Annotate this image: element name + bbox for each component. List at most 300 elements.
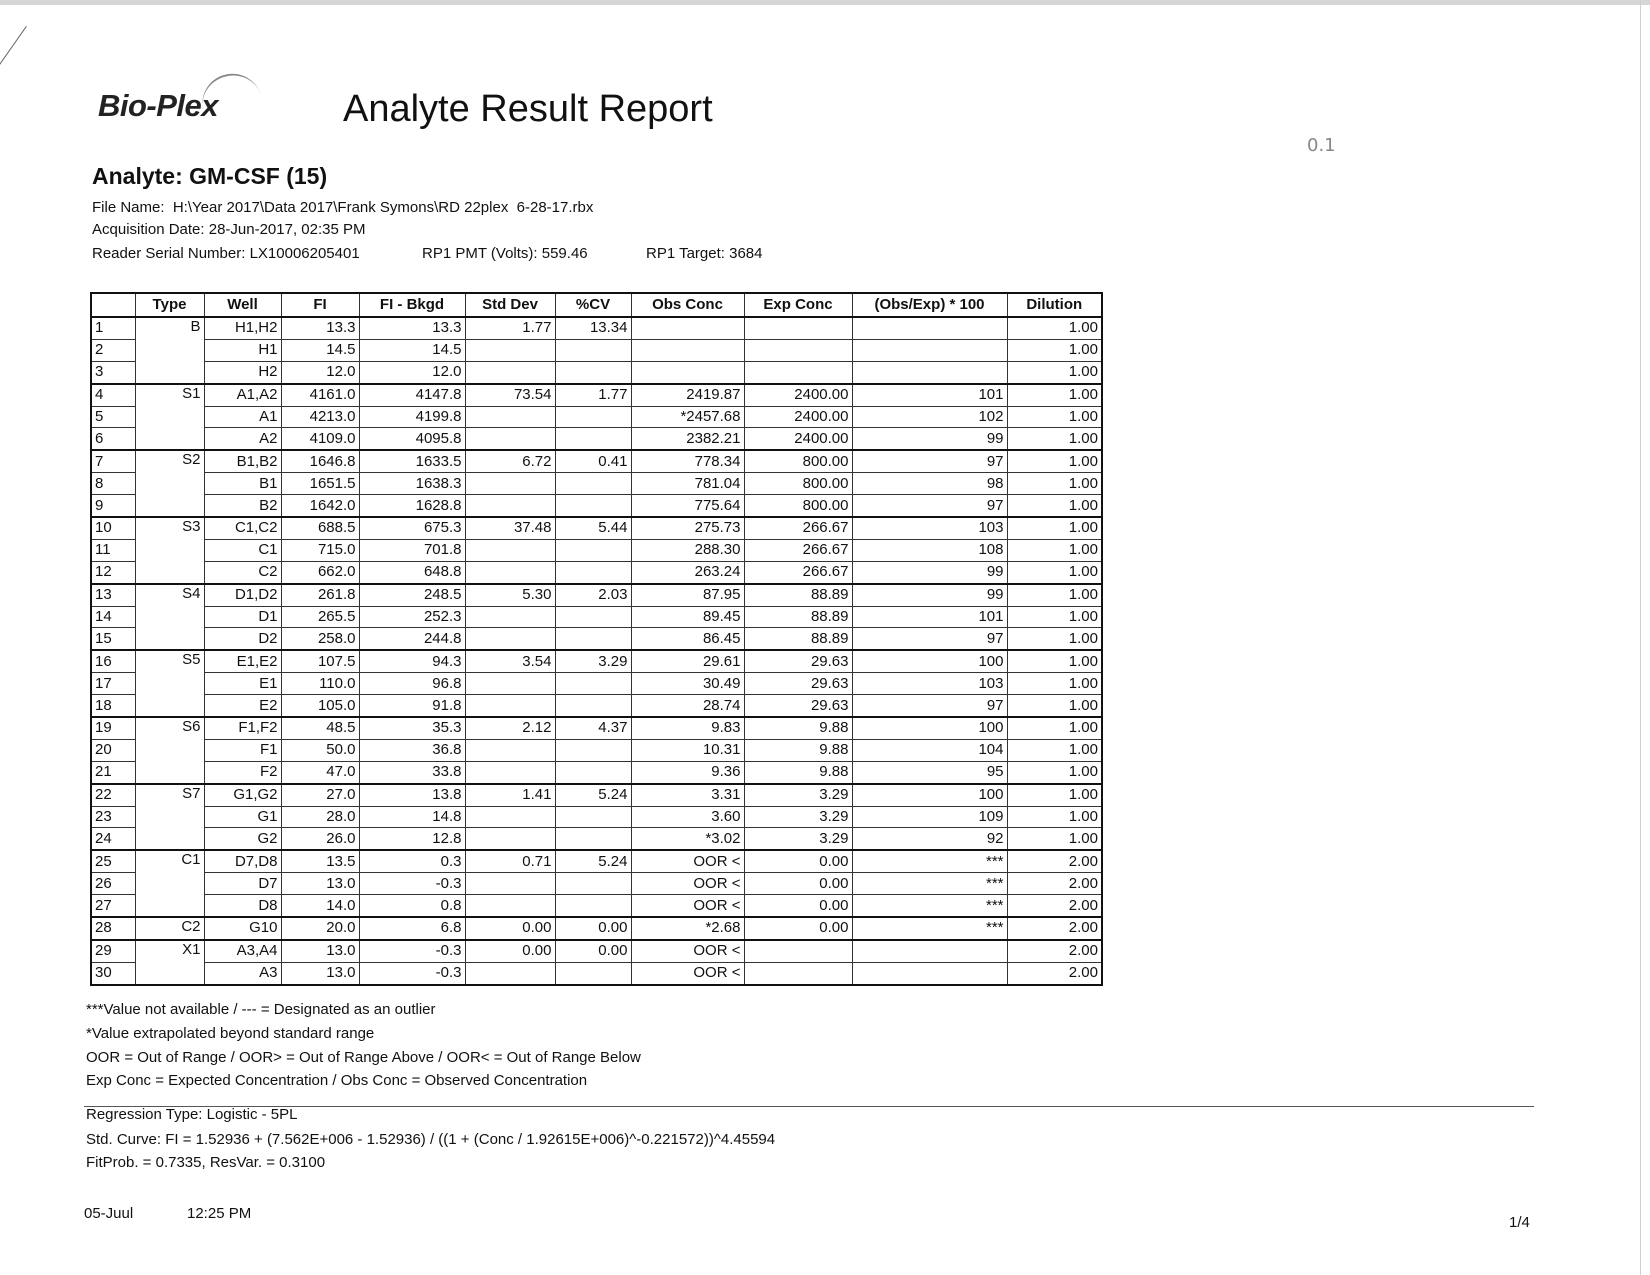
exp-conc-cell: 88.89 — [744, 584, 852, 606]
obs-conc-cell: 87.95 — [631, 584, 744, 606]
well-cell: F2 — [204, 761, 281, 783]
fi-cell: 26.0 — [281, 828, 359, 850]
obs-exp-ratio-cell: 104 — [852, 739, 1007, 761]
table-row — [91, 828, 1102, 850]
well-cell: E2 — [204, 695, 281, 717]
obs-conc-cell: OOR < — [631, 895, 744, 917]
fi-cell: 662.0 — [281, 561, 359, 583]
fi-bkgd-cell: 12.8 — [359, 828, 465, 850]
exp-conc-cell: 2400.00 — [744, 384, 852, 406]
exp-conc-cell — [744, 940, 852, 962]
dilution-cell: 1.00 — [1007, 450, 1102, 472]
dilution-cell: 1.00 — [1007, 717, 1102, 739]
table-row — [91, 673, 1102, 695]
sample-type: B — [135, 317, 204, 384]
table-row — [91, 717, 1102, 739]
obs-exp-ratio-cell: 103 — [852, 517, 1007, 539]
col-header: %CV — [555, 293, 631, 317]
obs-conc-cell: 288.30 — [631, 539, 744, 561]
row-index: 5 — [91, 406, 135, 428]
obs-exp-ratio-cell — [852, 361, 1007, 383]
obs-conc-cell: OOR < — [631, 850, 744, 872]
table-row — [91, 650, 1102, 672]
table-row — [91, 406, 1102, 428]
cv-cell — [555, 361, 631, 383]
cv-cell — [555, 561, 631, 583]
obs-exp-ratio-cell: 99 — [852, 584, 1007, 606]
report-title: Analyte Result Report — [343, 88, 713, 130]
well-cell: H1 — [204, 339, 281, 361]
table-row — [91, 806, 1102, 828]
exp-conc-cell: 0.00 — [744, 917, 852, 940]
well-cell: G10 — [204, 917, 281, 940]
well-cell: B1,B2 — [204, 450, 281, 472]
exp-conc-cell — [744, 317, 852, 339]
row-index: 25 — [91, 850, 135, 872]
fi-cell: 14.0 — [281, 895, 359, 917]
fi-bkgd-cell: 0.3 — [359, 850, 465, 872]
obs-exp-ratio-cell: *** — [852, 873, 1007, 895]
std-dev-cell: 73.54 — [465, 384, 555, 406]
fi-bkgd-cell: 4199.8 — [359, 406, 465, 428]
fi-cell: 13.0 — [281, 962, 359, 984]
obs-conc-cell: 2419.87 — [631, 384, 744, 406]
divider — [84, 1106, 1534, 1107]
std-dev-cell — [465, 628, 555, 650]
sample-type: S4 — [135, 584, 204, 651]
table-row — [91, 962, 1102, 984]
obs-exp-ratio-cell: 97 — [852, 695, 1007, 717]
std-dev-cell — [465, 806, 555, 828]
obs-exp-ratio-cell: 101 — [852, 606, 1007, 628]
well-cell: A3 — [204, 962, 281, 984]
exp-conc-cell: 800.00 — [744, 450, 852, 472]
well-cell: E1 — [204, 673, 281, 695]
table-row — [91, 628, 1102, 650]
fi-cell: 258.0 — [281, 628, 359, 650]
col-header: Type — [135, 293, 204, 317]
dilution-cell: 1.00 — [1007, 828, 1102, 850]
well-cell: G1 — [204, 806, 281, 828]
well-cell: D1,D2 — [204, 584, 281, 606]
cv-cell: 1.77 — [555, 384, 631, 406]
obs-conc-cell: 89.45 — [631, 606, 744, 628]
table-header-row — [91, 293, 1102, 317]
row-index: 7 — [91, 450, 135, 472]
table-row — [91, 361, 1102, 383]
exp-conc-cell: 29.63 — [744, 673, 852, 695]
row-index: 17 — [91, 673, 135, 695]
obs-conc-cell: 29.61 — [631, 650, 744, 672]
table-row — [91, 517, 1102, 539]
obs-exp-ratio-cell: 99 — [852, 428, 1007, 450]
fit-stats: FitProb. = 0.7335, ResVar. = 0.3100 — [86, 1154, 326, 1171]
well-cell: E1,E2 — [204, 650, 281, 672]
fi-cell: 50.0 — [281, 739, 359, 761]
fi-bkgd-cell: 0.8 — [359, 895, 465, 917]
fi-bkgd-cell: 252.3 — [359, 606, 465, 628]
cv-cell — [555, 873, 631, 895]
table-row — [91, 339, 1102, 361]
fi-cell: 28.0 — [281, 806, 359, 828]
cv-cell — [555, 428, 631, 450]
dilution-cell: 1.00 — [1007, 761, 1102, 783]
obs-exp-ratio-cell: 97 — [852, 495, 1007, 517]
row-index: 21 — [91, 761, 135, 783]
obs-exp-ratio-cell: 95 — [852, 761, 1007, 783]
analyte-heading: Analyte: GM-CSF (15) — [92, 163, 328, 189]
well-cell: H2 — [204, 361, 281, 383]
acquisition-date: Acquisition Date: 28-Jun-2017, 02:35 PM — [92, 221, 366, 238]
obs-conc-cell: 30.49 — [631, 673, 744, 695]
dilution-cell: 1.00 — [1007, 517, 1102, 539]
fi-cell: 105.0 — [281, 695, 359, 717]
row-index: 20 — [91, 739, 135, 761]
sample-type: S2 — [135, 450, 204, 517]
sample-type: S5 — [135, 650, 204, 717]
fi-bkgd-cell: 94.3 — [359, 650, 465, 672]
well-cell: C1,C2 — [204, 517, 281, 539]
exp-conc-cell: 88.89 — [744, 606, 852, 628]
obs-conc-cell: 775.64 — [631, 495, 744, 517]
fi-bkgd-cell: 4095.8 — [359, 428, 465, 450]
regression-type: Regression Type: Logistic - 5PL — [86, 1106, 298, 1123]
cv-cell: 5.24 — [555, 850, 631, 872]
table-row — [91, 495, 1102, 517]
row-index: 4 — [91, 384, 135, 406]
obs-conc-cell — [631, 339, 744, 361]
std-dev-cell — [465, 406, 555, 428]
std-dev-cell — [465, 561, 555, 583]
row-index: 27 — [91, 895, 135, 917]
dilution-cell: 1.00 — [1007, 784, 1102, 806]
row-index: 8 — [91, 473, 135, 495]
row-index: 30 — [91, 962, 135, 984]
obs-exp-ratio-cell — [852, 317, 1007, 339]
fi-bkgd-cell: 96.8 — [359, 673, 465, 695]
obs-conc-cell: 778.34 — [631, 450, 744, 472]
legend-line: Exp Conc = Expected Concentration / Obs Conc = Observed Concentration — [86, 1072, 588, 1089]
row-index: 16 — [91, 650, 135, 672]
row-index: 10 — [91, 517, 135, 539]
dilution-cell: 1.00 — [1007, 673, 1102, 695]
fi-bkgd-cell: 4147.8 — [359, 384, 465, 406]
exp-conc-cell: 0.00 — [744, 895, 852, 917]
cv-cell: 5.44 — [555, 517, 631, 539]
obs-conc-cell: OOR < — [631, 940, 744, 962]
exp-conc-cell: 3.29 — [744, 806, 852, 828]
fi-cell: 688.5 — [281, 517, 359, 539]
fi-cell: 4109.0 — [281, 428, 359, 450]
sample-type: S7 — [135, 784, 204, 851]
legend-line: ***Value not available / --- = Designated as an outlier — [86, 1001, 436, 1018]
dilution-cell: 1.00 — [1007, 428, 1102, 450]
obs-exp-ratio-cell: 100 — [852, 650, 1007, 672]
obs-exp-ratio-cell: 100 — [852, 717, 1007, 739]
fi-bkgd-cell: 1638.3 — [359, 473, 465, 495]
dilution-cell: 2.00 — [1007, 850, 1102, 872]
exp-conc-cell: 266.67 — [744, 561, 852, 583]
obs-conc-cell: 275.73 — [631, 517, 744, 539]
obs-conc-cell: 3.31 — [631, 784, 744, 806]
col-header: Exp Conc — [744, 293, 852, 317]
exp-conc-cell: 0.00 — [744, 873, 852, 895]
row-index: 1 — [91, 317, 135, 339]
row-index: 28 — [91, 917, 135, 940]
exp-conc-cell: 0.00 — [744, 850, 852, 872]
cv-cell — [555, 606, 631, 628]
results-table — [90, 292, 1103, 986]
cv-cell — [555, 761, 631, 783]
col-header: Std Dev — [465, 293, 555, 317]
exp-conc-cell: 3.29 — [744, 784, 852, 806]
cv-cell — [555, 495, 631, 517]
cv-cell — [555, 695, 631, 717]
fi-cell: 1651.5 — [281, 473, 359, 495]
std-dev-cell — [465, 606, 555, 628]
fi-cell: 27.0 — [281, 784, 359, 806]
exp-conc-cell: 2400.00 — [744, 406, 852, 428]
std-curve: Std. Curve: FI = 1.52936 + (7.562E+006 - 1.52936) / ((1 + (Conc / 1.92615E+006)^-0.221572))^4.45594 — [86, 1131, 776, 1148]
logo-swoosh-icon — [196, 67, 265, 123]
obs-conc-cell — [631, 317, 744, 339]
dilution-cell: 1.00 — [1007, 384, 1102, 406]
col-header: Obs Conc — [631, 293, 744, 317]
exp-conc-cell: 9.88 — [744, 739, 852, 761]
std-dev-cell: 3.54 — [465, 650, 555, 672]
dilution-cell: 1.00 — [1007, 406, 1102, 428]
fi-bkgd-cell: 14.8 — [359, 806, 465, 828]
obs-exp-ratio-cell: 100 — [852, 784, 1007, 806]
std-dev-cell — [465, 761, 555, 783]
rp1-pmt: RP1 PMT (Volts): 559.46 — [422, 245, 588, 262]
table-row — [91, 606, 1102, 628]
well-cell: G2 — [204, 828, 281, 850]
obs-conc-cell: 3.60 — [631, 806, 744, 828]
obs-exp-ratio-cell: 108 — [852, 539, 1007, 561]
reader-serial: Reader Serial Number: LX10006205401 — [92, 245, 360, 262]
std-dev-cell — [465, 473, 555, 495]
obs-exp-ratio-cell: *** — [852, 895, 1007, 917]
table-row — [91, 584, 1102, 606]
exp-conc-cell: 9.88 — [744, 717, 852, 739]
obs-exp-ratio-cell: 102 — [852, 406, 1007, 428]
fi-bkgd-cell: -0.3 — [359, 940, 465, 962]
dilution-cell: 1.00 — [1007, 606, 1102, 628]
bio-plex-logo: Bio-Plex — [98, 88, 219, 123]
obs-conc-cell: OOR < — [631, 962, 744, 984]
std-dev-cell: 0.00 — [465, 917, 555, 940]
std-dev-cell — [465, 361, 555, 383]
reader-info — [92, 245, 762, 262]
cv-cell — [555, 895, 631, 917]
fi-cell: 265.5 — [281, 606, 359, 628]
cv-cell: 4.37 — [555, 717, 631, 739]
fi-bkgd-cell: 1628.8 — [359, 495, 465, 517]
obs-conc-cell: *2.68 — [631, 917, 744, 940]
dilution-cell: 1.00 — [1007, 628, 1102, 650]
exp-conc-cell: 29.63 — [744, 650, 852, 672]
obs-conc-cell: 263.24 — [631, 561, 744, 583]
obs-exp-ratio-cell — [852, 940, 1007, 962]
dilution-cell: 1.00 — [1007, 473, 1102, 495]
dilution-cell: 1.00 — [1007, 650, 1102, 672]
exp-conc-cell: 88.89 — [744, 628, 852, 650]
obs-conc-cell: *3.02 — [631, 828, 744, 850]
cv-cell — [555, 739, 631, 761]
std-dev-cell — [465, 828, 555, 850]
well-cell: C2 — [204, 561, 281, 583]
obs-conc-cell: 86.45 — [631, 628, 744, 650]
fi-bkgd-cell: 91.8 — [359, 695, 465, 717]
dilution-cell: 1.00 — [1007, 739, 1102, 761]
fi-cell: 715.0 — [281, 539, 359, 561]
dilution-cell: 2.00 — [1007, 895, 1102, 917]
std-dev-cell: 2.12 — [465, 717, 555, 739]
row-index: 29 — [91, 940, 135, 962]
dilution-cell: 1.00 — [1007, 361, 1102, 383]
well-cell: B2 — [204, 495, 281, 517]
fi-cell: 14.5 — [281, 339, 359, 361]
std-dev-cell — [465, 695, 555, 717]
cv-cell: 2.03 — [555, 584, 631, 606]
std-dev-cell — [465, 673, 555, 695]
fi-bkgd-cell: 1633.5 — [359, 450, 465, 472]
dilution-cell: 1.00 — [1007, 539, 1102, 561]
exp-conc-cell: 29.63 — [744, 695, 852, 717]
row-index: 14 — [91, 606, 135, 628]
exp-conc-cell — [744, 339, 852, 361]
obs-exp-ratio-cell: 109 — [852, 806, 1007, 828]
exp-conc-cell — [744, 962, 852, 984]
well-cell: D7,D8 — [204, 850, 281, 872]
row-index: 9 — [91, 495, 135, 517]
row-index: 19 — [91, 717, 135, 739]
dilution-cell: 1.00 — [1007, 584, 1102, 606]
col-header: Dilution — [1007, 293, 1102, 317]
well-cell: G1,G2 — [204, 784, 281, 806]
table-row — [91, 317, 1102, 339]
obs-exp-ratio-cell: 101 — [852, 384, 1007, 406]
table-row — [91, 940, 1102, 962]
well-cell: F1 — [204, 739, 281, 761]
fi-bkgd-cell: 244.8 — [359, 628, 465, 650]
well-cell: D8 — [204, 895, 281, 917]
exp-conc-cell: 9.88 — [744, 761, 852, 783]
row-index: 26 — [91, 873, 135, 895]
std-dev-cell — [465, 739, 555, 761]
exp-conc-cell: 3.29 — [744, 828, 852, 850]
fi-cell: 20.0 — [281, 917, 359, 940]
sample-type: S3 — [135, 517, 204, 584]
fi-cell: 110.0 — [281, 673, 359, 695]
pen-mark — [0, 26, 27, 77]
cv-cell: 5.24 — [555, 784, 631, 806]
col-header: (Obs/Exp) * 100 — [852, 293, 1007, 317]
cv-cell — [555, 828, 631, 850]
fi-cell: 13.5 — [281, 850, 359, 872]
fi-bkgd-cell: 35.3 — [359, 717, 465, 739]
fi-cell: 13.0 — [281, 873, 359, 895]
dilution-cell: 2.00 — [1007, 940, 1102, 962]
rp1-target: RP1 Target: 3684 — [646, 245, 763, 262]
dilution-cell: 1.00 — [1007, 806, 1102, 828]
well-cell: D2 — [204, 628, 281, 650]
fi-bkgd-cell: 6.8 — [359, 917, 465, 940]
col-header — [91, 293, 135, 317]
fi-bkgd-cell: 675.3 — [359, 517, 465, 539]
table-row — [91, 384, 1102, 406]
fi-cell: 13.0 — [281, 940, 359, 962]
scan-edge-right — [1640, 0, 1641, 1275]
cv-cell — [555, 406, 631, 428]
well-cell: A1,A2 — [204, 384, 281, 406]
cv-cell — [555, 539, 631, 561]
obs-exp-ratio-cell: *** — [852, 917, 1007, 940]
exp-conc-cell: 266.67 — [744, 517, 852, 539]
fi-bkgd-cell: 14.5 — [359, 339, 465, 361]
fi-bkgd-cell: 33.8 — [359, 761, 465, 783]
handwritten-note: 0.1 — [1307, 135, 1336, 156]
obs-conc-cell: OOR < — [631, 873, 744, 895]
row-index: 2 — [91, 339, 135, 361]
cv-cell — [555, 473, 631, 495]
std-dev-cell — [465, 339, 555, 361]
fi-cell: 48.5 — [281, 717, 359, 739]
obs-exp-ratio-cell — [852, 339, 1007, 361]
std-dev-cell — [465, 495, 555, 517]
obs-exp-ratio-cell: 97 — [852, 628, 1007, 650]
table-row — [91, 784, 1102, 806]
dilution-cell: 1.00 — [1007, 495, 1102, 517]
table-row — [91, 695, 1102, 717]
page-number: 1/4 — [1509, 1214, 1530, 1231]
dilution-cell: 2.00 — [1007, 873, 1102, 895]
table-row — [91, 895, 1102, 917]
obs-exp-ratio-cell: 103 — [852, 673, 1007, 695]
std-dev-cell — [465, 539, 555, 561]
fi-bkgd-cell: -0.3 — [359, 962, 465, 984]
obs-exp-ratio-cell: 98 — [852, 473, 1007, 495]
obs-exp-ratio-cell: 92 — [852, 828, 1007, 850]
cv-cell — [555, 962, 631, 984]
well-cell: D7 — [204, 873, 281, 895]
table-row — [91, 873, 1102, 895]
cv-cell: 13.34 — [555, 317, 631, 339]
table-row — [91, 473, 1102, 495]
row-index: 18 — [91, 695, 135, 717]
sample-type: X1 — [135, 940, 204, 985]
row-index: 15 — [91, 628, 135, 650]
row-index: 3 — [91, 361, 135, 383]
fi-bkgd-cell: 248.5 — [359, 584, 465, 606]
row-index: 6 — [91, 428, 135, 450]
fi-bkgd-cell: 36.8 — [359, 739, 465, 761]
dilution-cell: 1.00 — [1007, 339, 1102, 361]
sample-type: C1 — [135, 850, 204, 917]
row-index: 12 — [91, 561, 135, 583]
std-dev-cell: 1.41 — [465, 784, 555, 806]
fi-cell: 4161.0 — [281, 384, 359, 406]
well-cell: C1 — [204, 539, 281, 561]
fi-cell: 1646.8 — [281, 450, 359, 472]
cv-cell — [555, 673, 631, 695]
obs-conc-cell: 10.31 — [631, 739, 744, 761]
row-index: 24 — [91, 828, 135, 850]
std-dev-cell: 5.30 — [465, 584, 555, 606]
well-cell: D1 — [204, 606, 281, 628]
std-dev-cell: 37.48 — [465, 517, 555, 539]
